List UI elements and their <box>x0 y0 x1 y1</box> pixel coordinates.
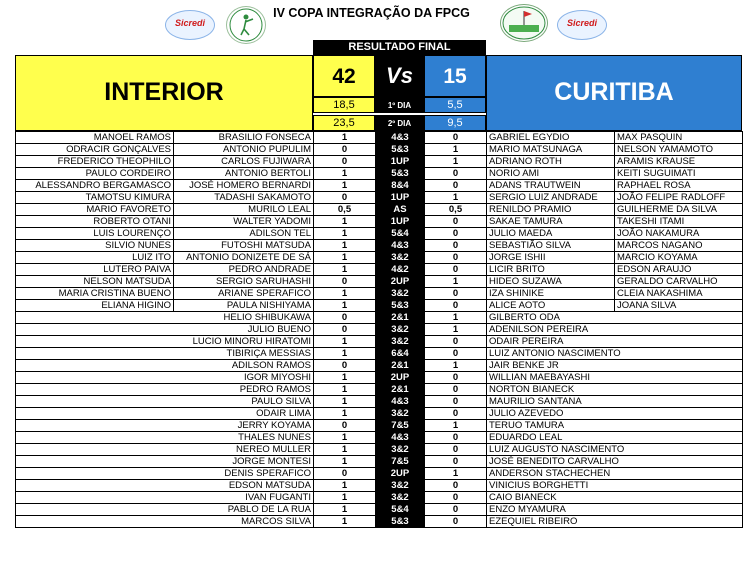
curitiba-player-1: SERGIO LUIZ ANDRADE <box>487 192 615 204</box>
interior-point: 1 <box>314 408 376 420</box>
result-label: RESULTADO FINAL <box>313 40 486 55</box>
interior-point: 1 <box>314 432 376 444</box>
pair-match-row <box>16 276 743 288</box>
curitiba-player-1: MARIO MATSUNAGA <box>487 144 615 156</box>
curitiba-point: 0 <box>425 348 487 360</box>
interior-player-2: FUTOSHI MATSUDA <box>174 240 314 252</box>
single-match-row <box>16 492 743 504</box>
curitiba-point: 1 <box>425 312 487 324</box>
match-result: 3&2 <box>376 252 425 264</box>
pair-match-row <box>16 300 743 312</box>
curitiba-player-1: ADANS TRAUTWEIN <box>487 180 615 192</box>
match-result: 1UP <box>376 192 425 204</box>
team-left-day2: 23,5 <box>313 115 375 131</box>
match-result: 2UP <box>376 468 425 480</box>
curitiba-player-1: JORGE ISHII <box>487 252 615 264</box>
curitiba-player: ADENILSON PEREIRA <box>487 324 743 336</box>
match-result: 1UP <box>376 216 425 228</box>
match-result: 2&1 <box>376 384 425 396</box>
sicredi-logo-left: Sicredi <box>165 10 215 40</box>
curitiba-point: 0 <box>425 252 487 264</box>
interior-player-2: WALTER YADOMI <box>174 216 314 228</box>
single-match-row <box>16 444 743 456</box>
curitiba-point: 0 <box>425 288 487 300</box>
interior-point: 0 <box>314 276 376 288</box>
single-match-row <box>16 360 743 372</box>
match-result: 1UP <box>376 156 425 168</box>
curitiba-player-2: GERALDO CARVALHO <box>615 276 743 288</box>
curitiba-point: 0 <box>425 336 487 348</box>
curitiba-player-1: ADRIANO ROTH <box>487 156 615 168</box>
curitiba-point: 0 <box>425 180 487 192</box>
curitiba-player: NORTON BIANECK <box>487 384 743 396</box>
interior-player: ADILSON RAMOS <box>16 360 314 372</box>
curitiba-player: WILLIAN MAEBAYASHI <box>487 372 743 384</box>
interior-player: LUCIO MINORU HIRATOMI <box>16 336 314 348</box>
interior-point: 1 <box>314 228 376 240</box>
match-result: 2&1 <box>376 312 425 324</box>
match-result: 4&3 <box>376 132 425 144</box>
interior-player-1: LUIS LOURENÇO <box>16 228 174 240</box>
interior-point: 1 <box>314 372 376 384</box>
interior-player-1: ODRACIR GONÇALVES <box>16 144 174 156</box>
interior-point: 1 <box>314 240 376 252</box>
interior-player-2: ANTONIO DONIZETE DE SÁ <box>174 252 314 264</box>
curitiba-point: 0 <box>425 240 487 252</box>
day2-label: 2º DIA <box>375 115 424 131</box>
results-table-body <box>16 132 743 528</box>
match-result: 3&2 <box>376 480 425 492</box>
curitiba-player: MAURILIO SANTANA <box>487 396 743 408</box>
match-result: 7&5 <box>376 456 425 468</box>
match-result: 3&2 <box>376 444 425 456</box>
interior-point: 0 <box>314 144 376 156</box>
match-result: 5&4 <box>376 228 425 240</box>
interior-point: 1 <box>314 444 376 456</box>
interior-player-2: ANTONIO BERTOLI <box>174 168 314 180</box>
interior-player: MARCOS SILVA <box>16 516 314 528</box>
interior-player: DENIS SPERAFICO <box>16 468 314 480</box>
curitiba-point: 0 <box>425 480 487 492</box>
match-result: 2UP <box>376 276 425 288</box>
match-result: 7&5 <box>376 420 425 432</box>
interior-point: 1 <box>314 480 376 492</box>
interior-player: JERRY KOYAMA <box>16 420 314 432</box>
curitiba-player-1: SAKAE TAMURA <box>487 216 615 228</box>
single-match-row <box>16 468 743 480</box>
pair-match-row <box>16 240 743 252</box>
interior-player-1: MARIA CRISTINA BUENO <box>16 288 174 300</box>
interior-player: THALES NUNES <box>16 432 314 444</box>
interior-point: 1 <box>314 252 376 264</box>
curitiba-player-2: MAX PASQUIN <box>615 132 743 144</box>
interior-player-2: PAULA NISHIYAMA <box>174 300 314 312</box>
curitiba-player-2: RAPHAEL ROSA <box>615 180 743 192</box>
vs-label: Vs <box>375 55 424 97</box>
pair-match-row <box>16 252 743 264</box>
team-right-total: 15 <box>424 55 486 97</box>
interior-player-2: PEDRO ANDRADE <box>174 264 314 276</box>
interior-point: 1 <box>314 456 376 468</box>
interior-player-1: ROBERTO OTANI <box>16 216 174 228</box>
team-right-name: CURITIBA <box>554 78 674 106</box>
interior-point: 1 <box>314 288 376 300</box>
single-match-row <box>16 312 743 324</box>
golf-club-logo <box>500 4 548 42</box>
curitiba-player-2: EDSON ARAUJO <box>615 264 743 276</box>
interior-point: 0 <box>314 192 376 204</box>
interior-point: 0 <box>314 156 376 168</box>
curitiba-point: 1 <box>425 468 487 480</box>
curitiba-player-2: NELSON YAMAMOTO <box>615 144 743 156</box>
pair-match-row <box>16 132 743 144</box>
team-right-day1: 5,5 <box>424 97 486 113</box>
curitiba-point: 0 <box>425 456 487 468</box>
interior-point: 0 <box>314 312 376 324</box>
match-result: 3&2 <box>376 408 425 420</box>
interior-player-1: LUTERO PAIVA <box>16 264 174 276</box>
curitiba-player-2: MARCOS NAGANO <box>615 240 743 252</box>
interior-player: PABLO DE LA RUA <box>16 504 314 516</box>
interior-player: HELIO SHIBUKAWA <box>16 312 314 324</box>
interior-point: 1 <box>314 336 376 348</box>
interior-player-1: PAULO CORDEIRO <box>16 168 174 180</box>
interior-point: 1 <box>314 216 376 228</box>
interior-point: 1 <box>314 180 376 192</box>
curitiba-player-1: NORIO AMI <box>487 168 615 180</box>
single-match-row <box>16 348 743 360</box>
curitiba-player: JULIO AZEVEDO <box>487 408 743 420</box>
interior-point: 1 <box>314 132 376 144</box>
interior-player-1: MARIO FAVORETO <box>16 204 174 216</box>
interior-point: 0,5 <box>314 204 376 216</box>
interior-player: IVAN FUGANTI <box>16 492 314 504</box>
match-result: 6&4 <box>376 348 425 360</box>
pair-match-row <box>16 168 743 180</box>
match-result: 4&3 <box>376 396 425 408</box>
interior-point: 1 <box>314 264 376 276</box>
interior-player-2: MURILO LEAL <box>174 204 314 216</box>
curitiba-point: 1 <box>425 276 487 288</box>
match-result: 3&2 <box>376 288 425 300</box>
team-interior-panel <box>15 55 313 131</box>
curitiba-point: 0 <box>425 216 487 228</box>
curitiba-player: LUIZ ANTONIO NASCIMENTO <box>487 348 743 360</box>
interior-player-2: ANTONIO PUPULIM <box>174 144 314 156</box>
interior-point: 1 <box>314 300 376 312</box>
interior-player-1: SILVIO NUNES <box>16 240 174 252</box>
curitiba-player-2: JOÃO NAKAMURA <box>615 228 743 240</box>
interior-point: 1 <box>314 504 376 516</box>
curitiba-player: LUIZ AUGUSTO NASCIMENTO <box>487 444 743 456</box>
curitiba-point: 0 <box>425 372 487 384</box>
single-match-row <box>16 420 743 432</box>
golf-flag-icon <box>501 5 547 41</box>
team-left-name: INTERIOR <box>104 78 224 106</box>
match-result: 2UP <box>376 372 425 384</box>
curitiba-point: 0 <box>425 228 487 240</box>
match-result: 4&2 <box>376 264 425 276</box>
curitiba-player-1: RENILDO PRAMIO <box>487 204 615 216</box>
results-table <box>15 131 743 528</box>
match-result: 4&3 <box>376 240 425 252</box>
interior-point: 0 <box>314 468 376 480</box>
single-match-row <box>16 324 743 336</box>
match-result: 5&3 <box>376 300 425 312</box>
curitiba-point: 0,5 <box>425 204 487 216</box>
curitiba-player-1: JULIO MAEDA <box>487 228 615 240</box>
interior-player-1: NELSON MATSUDA <box>16 276 174 288</box>
interior-player-2: JOSÉ HOMERO BERNARDI <box>174 180 314 192</box>
match-result: AS <box>376 204 425 216</box>
curitiba-player-2: ARAMIS KRAUSE <box>615 156 743 168</box>
interior-player: JORGE MONTESI <box>16 456 314 468</box>
curitiba-point: 0 <box>425 132 487 144</box>
curitiba-point: 1 <box>425 144 487 156</box>
interior-player: PAULO SILVA <box>16 396 314 408</box>
match-result: 8&4 <box>376 180 425 192</box>
match-result: 2&1 <box>376 360 425 372</box>
curitiba-point: 0 <box>425 264 487 276</box>
interior-player-1: ALESSANDRO BERGAMASCO <box>16 180 174 192</box>
pair-match-row <box>16 204 743 216</box>
curitiba-player-2: JOÃO FELIPE RADLOFF <box>615 192 743 204</box>
curitiba-point: 0 <box>425 300 487 312</box>
interior-player-2: SERGIO SARUHASHI <box>174 276 314 288</box>
match-result: 5&3 <box>376 516 425 528</box>
team-curitiba-panel <box>486 55 742 131</box>
interior-player-2: BRASILIO FONSECA <box>174 132 314 144</box>
day1-label: 1º DIA <box>375 97 424 113</box>
interior-player: PEDRO RAMOS <box>16 384 314 396</box>
sicredi-logo-right: Sicredi <box>557 10 607 40</box>
curitiba-player-1: HIDEO SUZAWA <box>487 276 615 288</box>
team-right-day2: 9,5 <box>424 115 486 131</box>
single-match-row <box>16 384 743 396</box>
curitiba-player: GILBERTO ODA <box>487 312 743 324</box>
curitiba-player: ANDERSON STACHECHEN <box>487 468 743 480</box>
single-match-row <box>16 336 743 348</box>
pair-match-row <box>16 264 743 276</box>
pair-match-row <box>16 216 743 228</box>
curitiba-player: ENZO MYAMURA <box>487 504 743 516</box>
pair-match-row <box>16 144 743 156</box>
pair-match-row <box>16 288 743 300</box>
single-match-row <box>16 456 743 468</box>
interior-player-1: TAMOTSU KIMURA <box>16 192 174 204</box>
curitiba-point: 1 <box>425 192 487 204</box>
interior-player-2: ARIANE SPERAFICO <box>174 288 314 300</box>
curitiba-player-2: CLEIA NAKASHIMA <box>615 288 743 300</box>
interior-player: TIBIRIÇA MESSIAS <box>16 348 314 360</box>
single-match-row <box>16 396 743 408</box>
match-result: 3&2 <box>376 492 425 504</box>
interior-point: 1 <box>314 348 376 360</box>
curitiba-point: 0 <box>425 516 487 528</box>
team-left-day1: 18,5 <box>313 97 375 113</box>
curitiba-player: ODAIR PEREIRA <box>487 336 743 348</box>
curitiba-player: JAIR BENKE JR <box>487 360 743 372</box>
interior-player-1: ELIANA HIGINO <box>16 300 174 312</box>
match-result: 5&3 <box>376 168 425 180</box>
single-match-row <box>16 504 743 516</box>
match-result: 5&3 <box>376 144 425 156</box>
interior-player: JULIO BUENO <box>16 324 314 336</box>
curitiba-player-2: KEITI SUGUIMATI <box>615 168 743 180</box>
curitiba-point: 0 <box>425 492 487 504</box>
curitiba-player: EZEQUIEL RIBEIRO <box>487 516 743 528</box>
curitiba-player-1: IZA SHINIKE <box>487 288 615 300</box>
federation-seal-logo <box>226 6 266 44</box>
curitiba-player-2: TAKESHI ITAMI <box>615 216 743 228</box>
match-result: 4&3 <box>376 432 425 444</box>
curitiba-point: 0 <box>425 504 487 516</box>
curitiba-player-1: ALICE AOTO <box>487 300 615 312</box>
golfer-icon <box>227 7 265 43</box>
pair-match-row <box>16 228 743 240</box>
interior-point: 1 <box>314 396 376 408</box>
interior-player: NEREO MULLER <box>16 444 314 456</box>
curitiba-player-2: JOANA SILVA <box>615 300 743 312</box>
curitiba-point: 0 <box>425 444 487 456</box>
interior-player-2: CARLOS FUJIWARA <box>174 156 314 168</box>
single-match-row <box>16 372 743 384</box>
curitiba-player: VINICIUS BORGHETTI <box>487 480 743 492</box>
interior-point: 1 <box>314 384 376 396</box>
single-match-row <box>16 516 743 528</box>
pair-match-row <box>16 192 743 204</box>
curitiba-player: CAIO BIANECK <box>487 492 743 504</box>
interior-player-1: FREDERICO THEOPHILO <box>16 156 174 168</box>
interior-player: IGOR MIYOSHI <box>16 372 314 384</box>
curitiba-player: TERUO TAMURA <box>487 420 743 432</box>
curitiba-player: EDUARDO LEAL <box>487 432 743 444</box>
interior-point: 0 <box>314 324 376 336</box>
interior-player-1: MANOEL RAMOS <box>16 132 174 144</box>
curitiba-point: 0 <box>425 168 487 180</box>
curitiba-point: 0 <box>425 384 487 396</box>
curitiba-player-2: MARCIO KOYAMA <box>615 252 743 264</box>
interior-player: ODAIR LIMA <box>16 408 314 420</box>
team-left-total: 42 <box>313 55 375 97</box>
single-match-row <box>16 408 743 420</box>
curitiba-point: 0 <box>425 432 487 444</box>
match-result: 3&2 <box>376 324 425 336</box>
curitiba-player: JOSÉ BENEDITO CARVALHO <box>487 456 743 468</box>
interior-point: 1 <box>314 492 376 504</box>
match-result: 5&4 <box>376 504 425 516</box>
single-match-row <box>16 480 743 492</box>
interior-player: EDSON MATSUDA <box>16 480 314 492</box>
curitiba-point: 1 <box>425 156 487 168</box>
curitiba-player-1: GABRIEL EGYDIO <box>487 132 615 144</box>
interior-point: 1 <box>314 516 376 528</box>
curitiba-player-1: LICIR BRITO <box>487 264 615 276</box>
interior-point: 0 <box>314 360 376 372</box>
interior-point: 0 <box>314 420 376 432</box>
page-title: IV COPA INTEGRAÇÃO DA FPCG <box>273 6 470 20</box>
interior-player-1: LUIZ ITO <box>16 252 174 264</box>
curitiba-point: 0 <box>425 396 487 408</box>
pair-match-row <box>16 180 743 192</box>
curitiba-player-2: GUILHERME DA SILVA <box>615 204 743 216</box>
curitiba-point: 1 <box>425 324 487 336</box>
curitiba-point: 0 <box>425 408 487 420</box>
interior-point: 1 <box>314 168 376 180</box>
pair-match-row <box>16 156 743 168</box>
curitiba-point: 1 <box>425 360 487 372</box>
curitiba-point: 1 <box>425 420 487 432</box>
single-match-row <box>16 432 743 444</box>
interior-player-2: TADASHI SAKAMOTO <box>174 192 314 204</box>
match-result: 3&2 <box>376 336 425 348</box>
interior-player-2: ADILSON TEL <box>174 228 314 240</box>
curitiba-player-1: SEBASTIÃO SILVA <box>487 240 615 252</box>
